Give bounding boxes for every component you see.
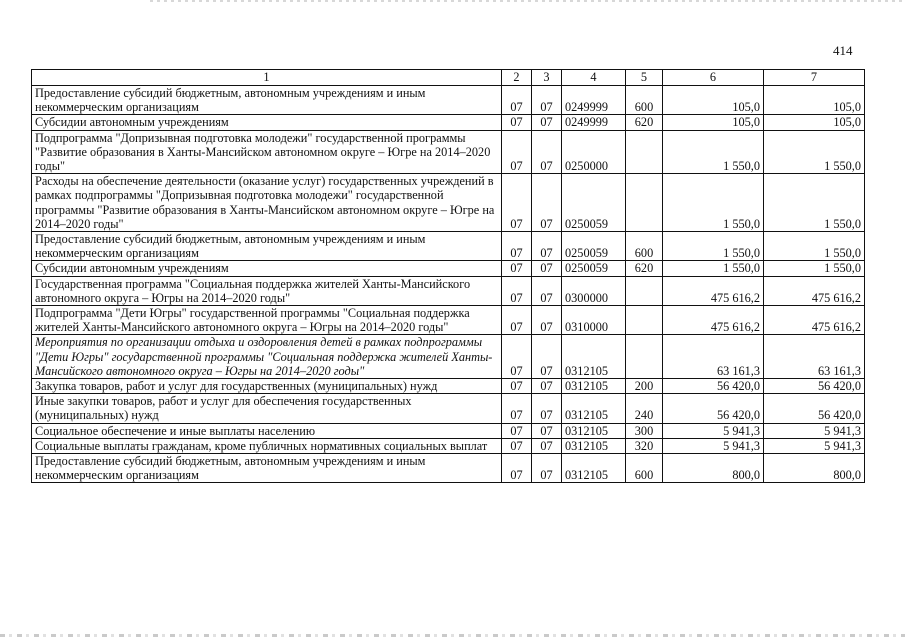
cell-name: Расходы на обеспечение деятельности (оказание услуг) государственных учреждений в рамках подпрограммы "Допризывная подготовка молодежи" государственной программы "Развитие образования в Ханты-Мансийском автономном округе – Югре на 2014–2020 годы" [32,174,502,232]
table-row [32,261,865,276]
cell-section: 07 [502,438,532,453]
cell-section: 07 [502,130,532,174]
cell-subsection: 07 [532,174,562,232]
cell-subsection: 07 [532,335,562,379]
cell-amount-1: 1 550,0 [663,232,764,261]
table-row [32,423,865,438]
cell-amount-2: 63 161,3 [764,335,865,379]
cell-amount-1: 56 420,0 [663,379,764,394]
cell-expense-type: 240 [626,394,663,423]
page-number: 414 [833,43,853,58]
cell-amount-1: 5 941,3 [663,438,764,453]
cell-target-article: 0250000 [562,130,626,174]
cell-amount-2: 5 941,3 [764,423,865,438]
cell-name: Социальное обеспечение и иные выплаты населению [32,423,502,438]
cell-amount-1: 475 616,2 [663,306,764,335]
cell-amount-1: 5 941,3 [663,423,764,438]
cell-section: 07 [502,454,532,483]
cell-expense-type: 200 [626,379,663,394]
cell-target-article: 0312105 [562,379,626,394]
cell-expense-type: 600 [626,86,663,115]
cell-subsection: 07 [532,438,562,453]
cell-subsection: 07 [532,232,562,261]
header-row [32,70,865,86]
cell-target-article: 0312105 [562,335,626,379]
cell-section: 07 [502,276,532,305]
cell-amount-2: 56 420,0 [764,379,865,394]
cell-name: Социальные выплаты гражданам, кроме публичных нормативных социальных выплат [32,438,502,453]
table-header [32,70,865,86]
cell-expense-type [626,276,663,305]
cell-target-article: 0312105 [562,394,626,423]
cell-name: Предоставление субсидий бюджетным, автономным учреждениям и иным некоммерческим организациям [32,86,502,115]
cell-amount-1: 56 420,0 [663,394,764,423]
cell-expense-type [626,335,663,379]
table-row [32,335,865,379]
cell-name: Предоставление субсидий бюджетным, автономным учреждениям и иным некоммерческим организациям [32,454,502,483]
header-col-1: 1 [32,70,502,86]
cell-expense-type: 300 [626,423,663,438]
cell-name: Иные закупки товаров, работ и услуг для обеспечения государственных (муниципальных) нужд [32,394,502,423]
cell-amount-2: 800,0 [764,454,865,483]
budget-table [31,69,865,483]
cell-subsection: 07 [532,423,562,438]
cell-section: 07 [502,335,532,379]
cell-amount-2: 475 616,2 [764,276,865,305]
cell-section: 07 [502,379,532,394]
cell-amount-1: 1 550,0 [663,130,764,174]
cell-subsection: 07 [532,86,562,115]
cell-section: 07 [502,394,532,423]
cell-target-article: 0250059 [562,232,626,261]
cell-section: 07 [502,423,532,438]
cell-name: Закупка товаров, работ и услуг для государственных (муниципальных) нужд [32,379,502,394]
table-row [32,174,865,232]
table-row [32,454,865,483]
table-row [32,115,865,130]
cell-expense-type: 320 [626,438,663,453]
cell-section: 07 [502,261,532,276]
table-body [32,86,865,483]
cell-subsection: 07 [532,261,562,276]
cell-name: Субсидии автономным учреждениям [32,115,502,130]
cell-expense-type [626,306,663,335]
cell-expense-type: 600 [626,454,663,483]
cell-amount-1: 105,0 [663,86,764,115]
cell-name: Мероприятия по организации отдыха и оздоровления детей в рамках подпрограммы "Дети Югры" государственной программы "Социальная поддержка жителей Ханты-Мансийского автономного округа – Югры на 2014–2020 годы" [32,335,502,379]
header-col-2: 2 [502,70,532,86]
header-col-7: 7 [764,70,865,86]
cell-amount-1: 105,0 [663,115,764,130]
cell-subsection: 07 [532,306,562,335]
cell-target-article: 0312105 [562,423,626,438]
cell-target-article: 0310000 [562,306,626,335]
header-col-6: 6 [663,70,764,86]
cell-name: Подпрограмма "Допризывная подготовка молодежи" государственной программы "Развитие образования в Ханты-Мансийском автономном округе – Югре на 2014–2020 годы" [32,130,502,174]
cell-amount-2: 105,0 [764,115,865,130]
cell-expense-type: 620 [626,115,663,130]
cell-section: 07 [502,306,532,335]
table-row [32,86,865,115]
scan-edge-top [150,0,905,2]
cell-section: 07 [502,232,532,261]
cell-expense-type: 600 [626,232,663,261]
cell-amount-1: 1 550,0 [663,261,764,276]
cell-target-article: 0250059 [562,261,626,276]
cell-amount-2: 1 550,0 [764,232,865,261]
header-col-3: 3 [532,70,562,86]
cell-amount-1: 800,0 [663,454,764,483]
cell-amount-1: 1 550,0 [663,174,764,232]
cell-section: 07 [502,86,532,115]
cell-target-article: 0312105 [562,438,626,453]
table-row [32,438,865,453]
cell-target-article: 0249999 [562,115,626,130]
cell-expense-type [626,174,663,232]
cell-amount-2: 1 550,0 [764,261,865,276]
cell-subsection: 07 [532,130,562,174]
cell-amount-1: 63 161,3 [663,335,764,379]
cell-name: Государственная программа "Социальная поддержка жителей Ханты-Мансийского автономного округа – Югры на 2014–2020 годы" [32,276,502,305]
cell-amount-2: 5 941,3 [764,438,865,453]
cell-expense-type [626,130,663,174]
cell-name: Субсидии автономным учреждениям [32,261,502,276]
cell-subsection: 07 [532,454,562,483]
cell-subsection: 07 [532,276,562,305]
table-row [32,276,865,305]
cell-target-article: 0249999 [562,86,626,115]
table-row [32,232,865,261]
cell-subsection: 07 [532,394,562,423]
cell-amount-2: 105,0 [764,86,865,115]
table-row [32,306,865,335]
cell-amount-2: 475 616,2 [764,306,865,335]
table-row [32,394,865,423]
cell-section: 07 [502,174,532,232]
header-col-5: 5 [626,70,663,86]
header-col-4: 4 [562,70,626,86]
cell-subsection: 07 [532,115,562,130]
cell-target-article: 0300000 [562,276,626,305]
scan-edge-bottom [0,634,905,637]
cell-amount-2: 1 550,0 [764,174,865,232]
table-row [32,379,865,394]
cell-amount-1: 475 616,2 [663,276,764,305]
cell-expense-type: 620 [626,261,663,276]
cell-name: Предоставление субсидий бюджетным, автономным учреждениям и иным некоммерческим организациям [32,232,502,261]
cell-section: 07 [502,115,532,130]
cell-subsection: 07 [532,379,562,394]
cell-target-article: 0250059 [562,174,626,232]
cell-amount-2: 1 550,0 [764,130,865,174]
cell-target-article: 0312105 [562,454,626,483]
cell-name: Подпрограмма "Дети Югры" государственной программы "Социальная поддержка жителей Ханты-Мансийского автономного округа – Югры на 2014–2020 годы" [32,306,502,335]
table-row [32,130,865,174]
cell-amount-2: 56 420,0 [764,394,865,423]
